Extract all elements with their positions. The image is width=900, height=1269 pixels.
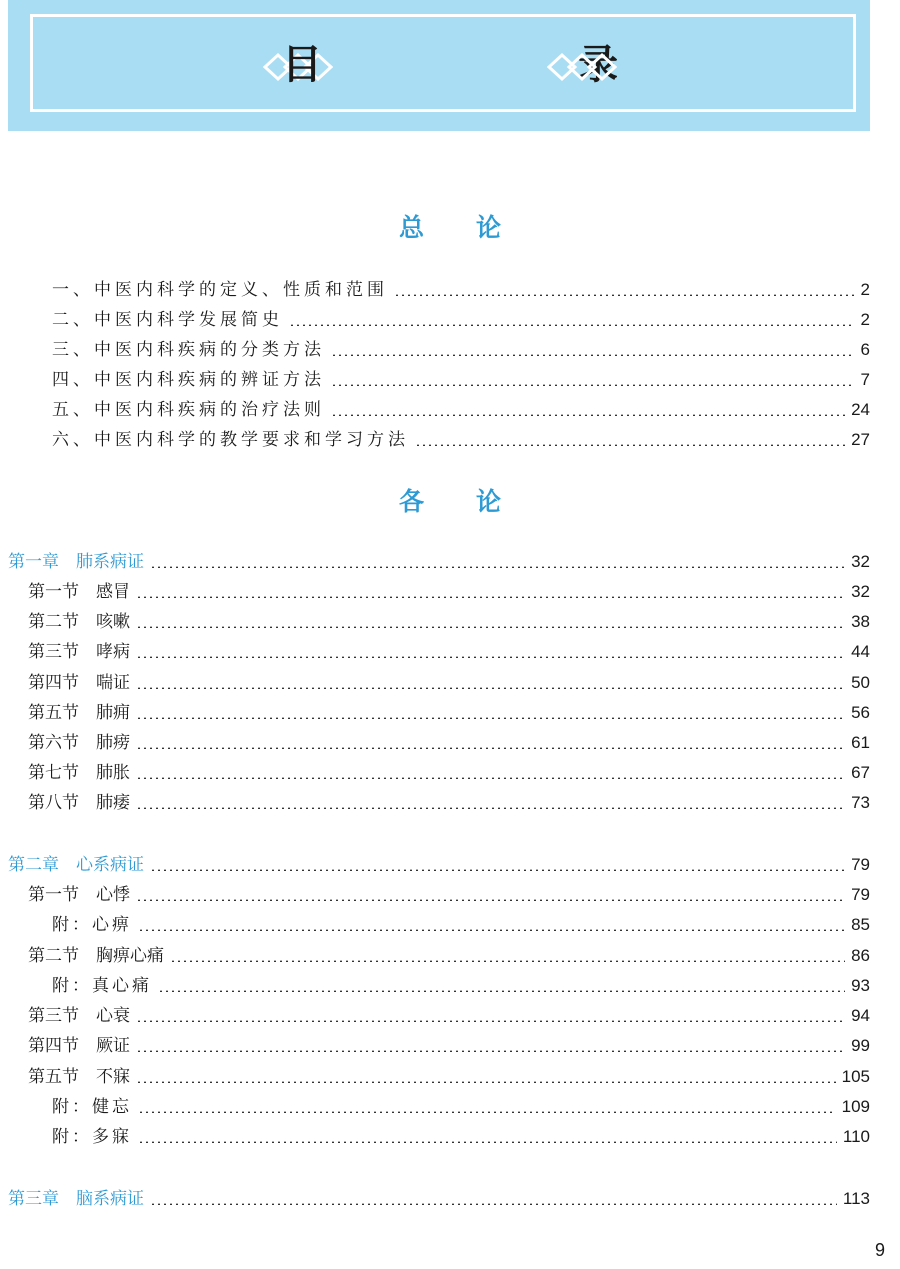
dot-leader bbox=[150, 566, 845, 568]
toc-section[interactable] bbox=[28, 699, 870, 727]
toc-entry-label: 二、中医内科学发展简史 bbox=[52, 310, 283, 330]
toc-chapter-label: 第一章 肺系病证 bbox=[8, 552, 144, 572]
toc-section[interactable] bbox=[28, 638, 870, 666]
toc-appendix[interactable] bbox=[52, 1093, 870, 1121]
toc-appendix-label: 附：健忘 bbox=[52, 1097, 132, 1117]
dot-leader bbox=[138, 1141, 837, 1143]
toc-section[interactable] bbox=[28, 578, 870, 606]
toc-section-page: 32 bbox=[851, 582, 870, 601]
dot-leader bbox=[138, 1111, 836, 1113]
toc-section-page: 86 bbox=[851, 946, 870, 965]
toc-section[interactable] bbox=[28, 759, 870, 787]
toc-entry[interactable] bbox=[52, 306, 870, 334]
general-section-title: 总论 bbox=[398, 213, 553, 242]
toc-section-page: 73 bbox=[851, 793, 870, 812]
toc-section-label: 第四节 厥证 bbox=[28, 1036, 130, 1056]
toc-section[interactable] bbox=[28, 669, 870, 697]
dot-leader bbox=[136, 807, 845, 809]
toc-section-label: 第二节 胸痹心痛 bbox=[28, 946, 164, 966]
toc-chapter-page: 113 bbox=[842, 1189, 870, 1208]
toc-chapter-label: 第二章 心系病证 bbox=[8, 855, 144, 875]
toc-section[interactable] bbox=[28, 1032, 870, 1060]
toc-section-label: 第四节 喘证 bbox=[28, 673, 130, 693]
dot-leader bbox=[150, 869, 845, 871]
dot-leader bbox=[136, 777, 845, 779]
toc-appendix[interactable] bbox=[52, 1123, 870, 1151]
dot-leader bbox=[136, 626, 845, 628]
dot-leader bbox=[331, 414, 845, 416]
toc-chapter-page: 32 bbox=[851, 552, 870, 571]
dot-leader bbox=[158, 990, 845, 992]
toc-chapter-page: 79 bbox=[851, 855, 870, 874]
dot-leader bbox=[136, 1081, 836, 1083]
dot-leader bbox=[331, 384, 855, 386]
dot-leader bbox=[136, 596, 845, 598]
toc-section-page: 105 bbox=[841, 1067, 870, 1086]
toc-section-page: 79 bbox=[851, 885, 870, 904]
toc-entry[interactable] bbox=[52, 336, 870, 364]
toc-section-label: 第六节 肺痨 bbox=[28, 733, 130, 753]
toc-section-label: 第一节 感冒 bbox=[28, 582, 130, 602]
toc-section-label: 第五节 肺痈 bbox=[28, 703, 130, 723]
toc-entry-label: 六、中医内科学的教学要求和学习方法 bbox=[52, 430, 409, 450]
toc-entry-label: 三、中医内科疾病的分类方法 bbox=[52, 340, 325, 360]
dot-leader bbox=[136, 687, 845, 689]
toc-appendix-page: 85 bbox=[851, 915, 870, 934]
toc-entry-page: 24 bbox=[851, 400, 870, 419]
toc-section-label: 第三节 哮病 bbox=[28, 642, 130, 662]
page-title: 目 录 bbox=[282, 42, 726, 88]
toc-appendix[interactable] bbox=[52, 911, 870, 939]
toc-section[interactable] bbox=[28, 881, 870, 909]
toc-entry-page: 6 bbox=[860, 340, 870, 359]
dot-leader bbox=[136, 899, 845, 901]
toc-entry-label: 一、中医内科学的定义、性质和范围 bbox=[52, 280, 388, 300]
toc-appendix[interactable] bbox=[52, 972, 870, 1000]
toc-section-label: 第二节 咳嗽 bbox=[28, 612, 130, 632]
toc-section[interactable] bbox=[28, 1063, 870, 1091]
toc-section-page: 94 bbox=[851, 1006, 870, 1025]
toc-chapter-label: 第三章 脑系病证 bbox=[8, 1189, 144, 1209]
dot-leader bbox=[136, 656, 845, 658]
toc-entry-page: 2 bbox=[860, 310, 870, 329]
dot-leader bbox=[170, 960, 845, 962]
toc-appendix-page: 110 bbox=[842, 1127, 870, 1146]
dot-leader bbox=[331, 354, 855, 356]
dot-leader bbox=[136, 747, 845, 749]
toc-section-page: 56 bbox=[851, 703, 870, 722]
dot-leader bbox=[136, 1020, 845, 1022]
toc-entry[interactable] bbox=[52, 366, 870, 394]
toc-entry-page: 2 bbox=[860, 280, 870, 299]
dot-leader bbox=[138, 929, 845, 931]
toc-section-page: 61 bbox=[851, 733, 870, 752]
dot-leader bbox=[289, 324, 855, 326]
toc-section-page: 38 bbox=[851, 612, 870, 631]
toc-entry-page: 27 bbox=[851, 430, 870, 449]
toc-entry-label: 五、中医内科疾病的治疗法则 bbox=[52, 400, 325, 420]
toc-chapter[interactable] bbox=[8, 548, 870, 576]
diamond-ornament-right-icon bbox=[547, 52, 617, 82]
toc-section-label: 第三节 心衰 bbox=[28, 1006, 130, 1026]
toc-section[interactable] bbox=[28, 942, 870, 970]
dot-leader bbox=[394, 294, 855, 296]
toc-entry[interactable] bbox=[52, 426, 870, 454]
toc-section[interactable] bbox=[28, 729, 870, 757]
toc-section-page: 99 bbox=[851, 1036, 870, 1055]
dot-leader bbox=[136, 717, 845, 719]
dot-leader bbox=[415, 444, 845, 446]
toc-section[interactable] bbox=[28, 608, 870, 636]
toc-section-label: 第八节 肺痿 bbox=[28, 793, 130, 813]
toc-section-label: 第一节 心悸 bbox=[28, 885, 130, 905]
page-number: 9 bbox=[874, 1240, 885, 1260]
toc-appendix-page: 109 bbox=[841, 1097, 870, 1116]
toc-appendix-label: 附：真心痛 bbox=[52, 976, 152, 996]
toc-section[interactable] bbox=[28, 1002, 870, 1030]
toc-section-page: 67 bbox=[851, 763, 870, 782]
toc-section-label: 第七节 肺胀 bbox=[28, 763, 130, 783]
toc-entry-label: 四、中医内科疾病的辨证方法 bbox=[52, 370, 325, 390]
toc-appendix-page: 93 bbox=[851, 976, 870, 995]
toc-chapter[interactable] bbox=[8, 1185, 870, 1213]
toc-entry-page: 7 bbox=[860, 370, 870, 389]
toc-chapter[interactable] bbox=[8, 851, 870, 879]
toc-section-page: 50 bbox=[851, 673, 870, 692]
toc-appendix-label: 附：心痹 bbox=[52, 915, 132, 935]
toc-entry[interactable] bbox=[52, 276, 870, 304]
dot-leader bbox=[136, 1050, 845, 1052]
dot-leader bbox=[150, 1203, 837, 1205]
specific-section-title: 各论 bbox=[398, 487, 553, 516]
toc-appendix-label: 附：多寐 bbox=[52, 1127, 132, 1147]
toc-section[interactable] bbox=[28, 789, 870, 817]
toc-section-label: 第五节 不寐 bbox=[28, 1067, 130, 1087]
toc-entry[interactable] bbox=[52, 396, 870, 424]
toc-section-page: 44 bbox=[851, 642, 870, 661]
